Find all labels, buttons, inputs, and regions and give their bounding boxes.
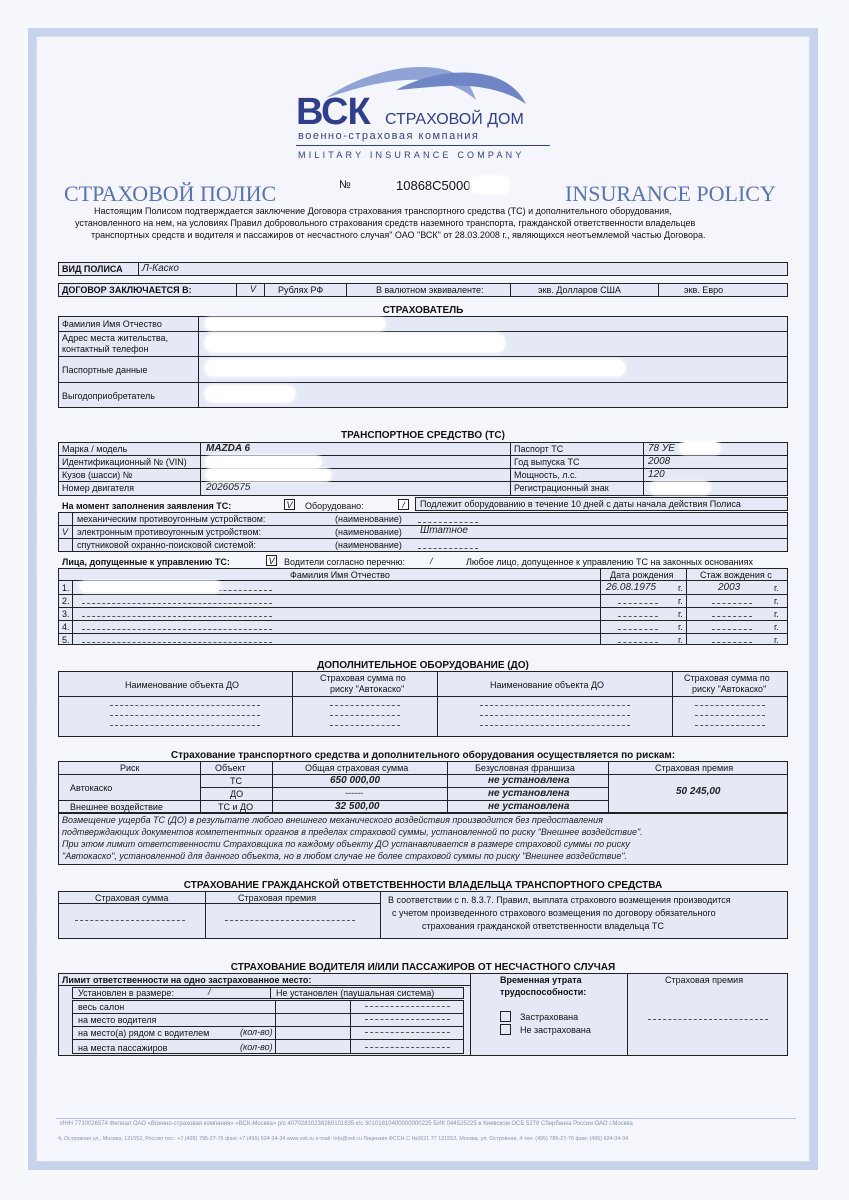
driver-birth-line xyxy=(618,603,658,604)
note-line-3: При этом лимит ответственности Страховщика по каждому объекту ДО устанавливается в размере страховой суммы по риску xyxy=(62,839,630,849)
policy-number: 10868C5000 xyxy=(396,178,471,193)
driver-experience: 2003 xyxy=(718,582,741,593)
do-col-sum-2a: Страховая сумма по xyxy=(684,673,770,683)
driver-exp-line xyxy=(712,603,752,604)
do-col-name-2: Наименование объекта ДО xyxy=(490,680,605,690)
title-english: INSURANCE POLICY xyxy=(565,181,776,206)
title-russian: СТРАХОВОЙ ПОЛИС xyxy=(64,181,277,206)
do-col-sum-1a: Страховая сумма по xyxy=(320,673,406,683)
accident-title: СТРАХОВАНИЕ ВОДИТЕЛЯ И/ИЛИ ПАССАЖИРОВ ОТ НЕСЧАСТНОГО СЛУЧАЯ xyxy=(230,962,616,973)
birth-year-suffix: г. xyxy=(678,609,683,619)
liability-text-2: с учетом произведенного страхового возмещения по договору обязательного xyxy=(392,908,716,918)
currency-usd: экв. Долларов США xyxy=(538,285,621,295)
liability-text-3: страхования гражданской ответственности владельца ТС xyxy=(422,921,664,931)
insurer-beneficiary-label: Выгодоприобретатель xyxy=(62,391,155,401)
birth-year-suffix: г. xyxy=(678,583,683,593)
table-row-divider xyxy=(58,633,788,634)
note-line-4: "Автокаско", установленной для данного объекта, но в любом случае не более страховой суммы по риску "Внешнее воздействие". xyxy=(62,851,628,861)
drivers-col-fio: Фамилия Имя Отчество xyxy=(290,570,390,580)
elec-value: Штатное xyxy=(420,525,468,536)
drivers-slash: / xyxy=(430,556,433,566)
insured-label: Застрахована xyxy=(520,1012,579,1022)
insurer-title: СТРАХОВАТЕЛЬ xyxy=(382,305,464,316)
sat-name-label: (наименование) xyxy=(335,540,402,550)
sat-label: спутниковой охранно-поисковой системой: xyxy=(77,540,257,550)
pts-label: Паспорт ТС xyxy=(514,444,564,454)
body-label: Кузов (шасси) № xyxy=(62,470,133,480)
temp-loss-2: трудоспособности: xyxy=(500,987,587,997)
redaction xyxy=(206,469,331,481)
risk-external: Внешнее воздействие xyxy=(70,802,163,812)
note-line-1: Возмещение ущерба ТС (ДО) в результате любого внешнего механического воздействия производится без предоставления xyxy=(62,815,603,825)
drivers-by-list: Водители согласно перечню: xyxy=(284,557,406,567)
driver-fio-line xyxy=(82,629,272,630)
currency-eur: экв. Евро xyxy=(684,285,724,295)
exp-year-suffix: г. xyxy=(774,635,779,645)
near-driver: на место(а) рядом с водителем xyxy=(78,1028,210,1038)
not-insured-checkbox xyxy=(500,1024,511,1035)
not-set-label: Не установлен (паушальная система) xyxy=(276,988,435,998)
power-label: Мощность, л.с. xyxy=(514,470,578,480)
birth-year-suffix: г. xyxy=(678,596,683,606)
make-value: MAZDA 6 xyxy=(206,443,251,454)
intro-line-1: Настоящим Полисом подтверждается заключение Договора страхования транспортного средства (ТС) и дополнительного оборудования, xyxy=(94,206,672,216)
brand-subtitle: военно-страховая компания xyxy=(298,130,480,142)
driver-exp-line xyxy=(712,642,752,643)
policy-type-value: Л-Каско xyxy=(142,263,179,274)
contract-label: ДОГОВОР ЗАКЛЮЧАЕТСЯ В: xyxy=(62,285,192,295)
mech-label: механическим противоугонным устройством: xyxy=(77,514,266,524)
intro-line-2: установленного на нем, на условиях Правил добровольного страхования средств наземного транспорта, гражданской ответственности владельцев xyxy=(75,218,696,228)
risk-autokasko: Автокаско xyxy=(70,783,113,793)
not-insured-label: Не застрахована xyxy=(520,1025,591,1035)
sum-ext: 32 500,00 xyxy=(335,801,380,812)
obj-ext: ТС и ДО xyxy=(218,802,254,812)
mech-name-label: (наименование) xyxy=(335,514,402,524)
redaction xyxy=(650,482,710,494)
franchise-do: не установлена xyxy=(488,788,570,799)
birth-year-suffix: г. xyxy=(678,635,683,645)
driver-row-number: 3. xyxy=(62,609,70,619)
intro-line-3: транспортных средств и водителя и пассажиров от несчастного случая" ОАО "ВСК" от 28.03.2008 г., являющихся неотъемлемой частью Договора. xyxy=(91,230,706,240)
driver-birth-line xyxy=(618,629,658,630)
currency-rub: Рублях РФ xyxy=(278,285,324,295)
engine-value: 20260575 xyxy=(206,482,251,493)
exp-year-suffix: г. xyxy=(774,596,779,606)
driver-birth-date: 26.08.1975 xyxy=(606,582,657,593)
insurer-address-label: Адрес места жительства, xyxy=(62,333,169,343)
table-row-divider xyxy=(58,620,788,621)
pass-qty: (кол-во) xyxy=(240,1042,273,1052)
drivers-col-exp: Стаж вождения с xyxy=(700,570,772,580)
redaction xyxy=(205,318,385,330)
driver-birth-line xyxy=(618,642,658,643)
liability-text-1: В соответствии с п. 8.3.7. Правил, выплата страхового возмещения производится xyxy=(388,895,731,905)
risk-col-object: Объект xyxy=(215,763,246,773)
drivers-checkbox: V xyxy=(266,555,277,566)
elec-name-label: (наименование) xyxy=(335,527,402,537)
birth-year-suffix: г. xyxy=(678,622,683,632)
exp-year-suffix: г. xyxy=(774,609,779,619)
risk-col-total: Общая страховая сумма xyxy=(305,763,409,773)
power-value: 120 xyxy=(648,469,665,480)
reg-label: Регистрационный знак xyxy=(514,483,609,493)
sum-do: ------ xyxy=(345,788,363,798)
obj-do: ДО xyxy=(230,789,244,799)
insurer-fio-label: Фамилия Имя Отчество xyxy=(62,319,162,329)
driver-row-number: 2. xyxy=(62,596,70,606)
driver-fio-line xyxy=(82,642,272,643)
insurer-passport-label: Паспортные данные xyxy=(62,365,148,375)
drivers-anyone: Любое лицо, допущенное к управлению ТС на законных основаниях xyxy=(466,557,754,567)
brand-logo: ВСК xyxy=(296,91,370,133)
sum-ts: 650 000,00 xyxy=(330,775,381,786)
currency-equivalent: В валютном эквиваленте: xyxy=(376,285,484,295)
year-value: 2008 xyxy=(648,456,671,467)
drivers-label: Лица, допущенные к управлению ТС: xyxy=(62,557,230,567)
vin-label: Идентификационный № (VIN) xyxy=(62,457,187,467)
brand-english: MILITARY INSURANCE COMPANY xyxy=(298,150,525,160)
pts-value: 78 УЕ xyxy=(648,443,675,454)
equipped-label: Оборудовано: xyxy=(305,501,364,511)
accident-premium-label: Страховая премия xyxy=(665,975,744,985)
insured-checkbox xyxy=(500,1011,511,1022)
driver-exp-line xyxy=(712,629,752,630)
set-slash: / xyxy=(208,987,211,997)
liability-col-sum: Страховая сумма xyxy=(95,893,169,903)
redaction xyxy=(80,581,220,592)
whole-cabin: весь салон xyxy=(78,1002,125,1012)
limit-label: Лимит ответственности на одно застрахованное место: xyxy=(62,975,312,985)
make-label: Марка / модель xyxy=(62,444,128,454)
redaction xyxy=(205,386,295,402)
vehicle-title: ТРАНСПОРТНОЕ СРЕДСТВО (ТС) xyxy=(341,430,505,441)
risk-col-premium: Страховая премия xyxy=(655,763,734,773)
policy-type-label: ВИД ПОЛИСА xyxy=(62,264,123,274)
redaction xyxy=(205,360,625,376)
exp-year-suffix: г. xyxy=(774,622,779,632)
driver-fio-line xyxy=(82,616,272,617)
currency-check: V xyxy=(250,284,257,294)
franchise-ext: не установлена xyxy=(488,801,570,812)
drivers-col-birth: Дата рождения xyxy=(610,570,674,580)
table-row-divider xyxy=(58,594,788,595)
moment-label: На момент заполнения заявления ТС: xyxy=(62,501,232,511)
driver-birth-line xyxy=(618,616,658,617)
premium-value: 50 245,00 xyxy=(676,786,721,797)
liability-col-premium: Страховая премия xyxy=(238,893,317,903)
exp-year-suffix: г. xyxy=(774,583,779,593)
obj-ts: ТС xyxy=(230,776,242,786)
franchise-ts: не установлена xyxy=(488,775,570,786)
risk-col-risk: Риск xyxy=(120,763,140,773)
note-line-2: подтверждающих документов компетентных органов в пределах страховой суммы, установленной по риску "Внешнее воздействие". xyxy=(62,827,643,837)
passenger-seats: на места пассажиров xyxy=(78,1043,168,1053)
redaction xyxy=(680,442,720,454)
number-label: № xyxy=(339,179,351,191)
liability-title: СТРАХОВАНИЕ ГРАЖДАНСКОЙ ОТВЕТСТВЕННОСТИ ВЛАДЕЛЬЦА ТРАНСПОРТНОГО СРЕДСТВА xyxy=(183,880,663,891)
year-label: Год выпуска ТС xyxy=(514,457,580,467)
pending-label: Подлежит оборудованию в течение 10 дней с даты начала действия Полиса xyxy=(420,499,741,509)
footer-line-2: 4, Островная ул., Москва, 121552, Россия тел.: +7 (495) 785-27-76 факс +7 (495) 624-34-34 www.vsk.ru e-mail: info@vsk.ru Лицензия ФССН С №0621 77 121552, Москва, ул. Островная, 4 тел. (495) 785-27-76 факс (495) 624-34-34 xyxy=(58,1136,629,1142)
table-row-divider xyxy=(58,607,788,608)
near-qty: (кол-во) xyxy=(240,1027,273,1037)
driver-exp-line xyxy=(712,616,752,617)
brand-divider xyxy=(296,145,550,146)
equipped-slash: / xyxy=(398,499,409,510)
extra-equipment-title: ДОПОЛНИТЕЛЬНОЕ ОБОРУДОВАНИЕ (ДО) xyxy=(317,660,529,671)
redaction xyxy=(206,456,321,468)
do-col-sum-2b: риску "Автокаско" xyxy=(692,684,767,694)
insurer-phone-label: контактный телефон xyxy=(62,344,149,354)
redaction xyxy=(470,177,510,193)
elec-check: V xyxy=(62,527,69,537)
driver-fio-line xyxy=(82,603,272,604)
driver-row-number: 4. xyxy=(62,622,70,632)
equipped-checkbox: V xyxy=(284,499,295,510)
do-col-name-1: Наименование объекта ДО xyxy=(125,680,240,690)
brand-suffix: СТРАХОВОЙ ДОМ xyxy=(385,111,524,128)
engine-label: Номер двигателя xyxy=(62,483,135,493)
driver-seat: на место водителя xyxy=(78,1015,157,1025)
risks-title: Страхование транспортного средства и дополнительного оборудования осуществляется по рискам: xyxy=(170,750,676,761)
redaction xyxy=(205,334,505,352)
set-label: Установлен в размере: xyxy=(78,988,174,998)
elec-label: электронным противоугонным устройством: xyxy=(77,527,262,537)
do-col-sum-1b: риску "Автокаско" xyxy=(330,684,405,694)
driver-row-number: 1. xyxy=(62,583,70,593)
footer-line-1: ИНН 7710026574 Филиал ОАО «Военно-страховая компания» «ВСК-Москва» р/с 40702810238260101835 к/с 30101810400000000225 БИК 044525225 в Киевском ОСБ 5278 Сбербанка России ОАО г.Москва xyxy=(60,1121,633,1127)
risk-col-franchise: Безусловная франшиза xyxy=(475,763,575,773)
temp-loss-1: Временная утрата xyxy=(500,975,582,985)
driver-row-number: 5. xyxy=(62,635,70,645)
